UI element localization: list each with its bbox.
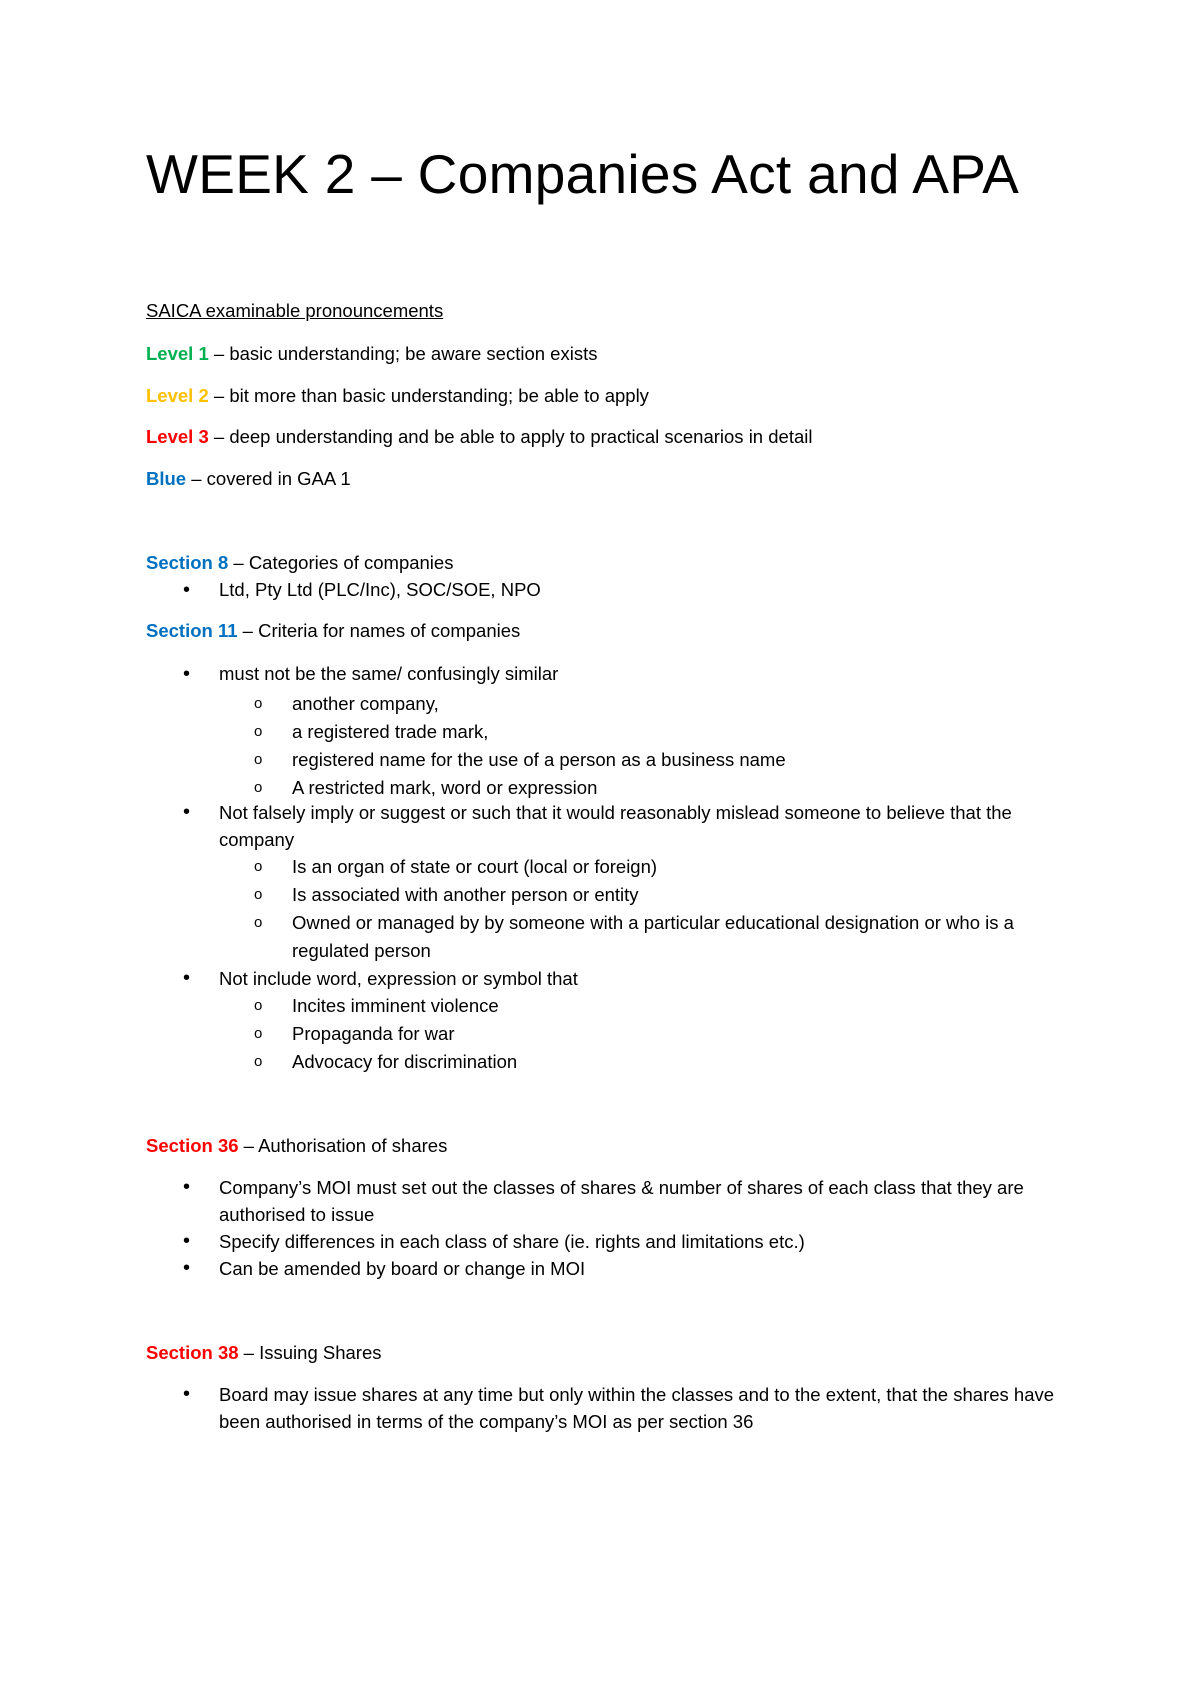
intro-heading: SAICA examinable pronouncements [146, 300, 444, 321]
sub-list-item: o Owned or managed by by someone with a particular educational designation or who is a regulated person [219, 909, 1076, 965]
sub-list [219, 853, 1076, 965]
level-1-line [146, 339, 1076, 369]
sub-list [219, 992, 1076, 1076]
section-8-list [146, 575, 1076, 605]
section-8-heading [146, 548, 1076, 578]
level-1-label: Level 1 [146, 343, 209, 364]
sub-list-item: o registered name for the use of a person as a business name [219, 745, 1076, 773]
section-38-title: – Issuing Shares [238, 1342, 382, 1363]
list-item: • Can be amended by board or change in MOI [146, 1255, 1076, 1282]
section-38-label: Section 38 [146, 1342, 239, 1363]
sub-list-item: o a registered trade mark, [219, 717, 1076, 745]
list-item: • Company’s MOI must set out the classes of shares & number of shares of each class that they are authorised to issue [146, 1174, 1076, 1228]
section-8-label: Section 8 [146, 552, 229, 573]
list-item: • Ltd, Pty Ltd (PLC/Inc), SOC/SOE, NPO [146, 575, 1076, 605]
section-11-label: Section 11 [146, 620, 238, 641]
list-item: • Specify differences in each class of share (ie. rights and limitations etc.) [146, 1228, 1076, 1255]
list-item [146, 965, 1076, 1076]
section-8-title: – Categories of companies [228, 552, 454, 573]
sub-list-item: o another company, [219, 689, 1076, 717]
level-2-label: Level 2 [146, 385, 209, 406]
blue-text: – covered in GAA 1 [186, 468, 351, 489]
section-38-list [146, 1381, 1076, 1435]
section-36-list [146, 1174, 1076, 1282]
sub-list-item: o A restricted mark, word or expression [219, 773, 1076, 801]
section-38-heading [146, 1338, 1076, 1368]
blue-label: Blue [146, 468, 187, 489]
list-item-text: Not falsely imply or suggest or such that it would reasonably mislead someone to believe that the company [219, 802, 1012, 850]
section-11-list [146, 659, 1076, 801]
section-36-label: Section 36 [146, 1135, 239, 1156]
sub-list-item: o Is an organ of state or court (local or foreign) [219, 853, 1076, 881]
sub-list [219, 689, 1076, 801]
level-2-line [146, 381, 1076, 411]
section-11-title: – Criteria for names of companies [237, 620, 521, 641]
level-3-line [146, 422, 1076, 452]
section-36-title: – Authorisation of shares [238, 1135, 448, 1156]
level-3-text: – deep understanding and be able to apply to practical scenarios in detail [208, 426, 813, 447]
list-item: • Board may issue shares at any time but only within the classes and to the extent, that the shares have been authorised in terms of the company’s MOI as per section 36 [146, 1381, 1076, 1435]
list-item [146, 799, 1076, 965]
blue-line [146, 464, 1076, 494]
section-11-list-b [146, 799, 1076, 1076]
sub-list-item: o Propaganda for war [219, 1020, 1076, 1048]
sub-list-item: o Is associated with another person or entity [219, 881, 1076, 909]
section-36-heading [146, 1131, 1076, 1161]
level-1-text: – basic understanding; be aware section exists [208, 343, 598, 364]
list-item-text: Not include word, expression or symbol that [219, 968, 578, 989]
level-2-text: – bit more than basic understanding; be able to apply [208, 385, 649, 406]
sub-list-item: o Advocacy for discrimination [219, 1048, 1076, 1076]
page-title: WEEK 2 – Companies Act and APA [146, 143, 1020, 205]
sub-list-item: o Incites imminent violence [219, 992, 1076, 1020]
section-11-heading [146, 616, 1076, 646]
level-3-label: Level 3 [146, 426, 209, 447]
list-item [146, 659, 1076, 801]
list-item-text: must not be the same/ confusingly similar [219, 663, 559, 684]
